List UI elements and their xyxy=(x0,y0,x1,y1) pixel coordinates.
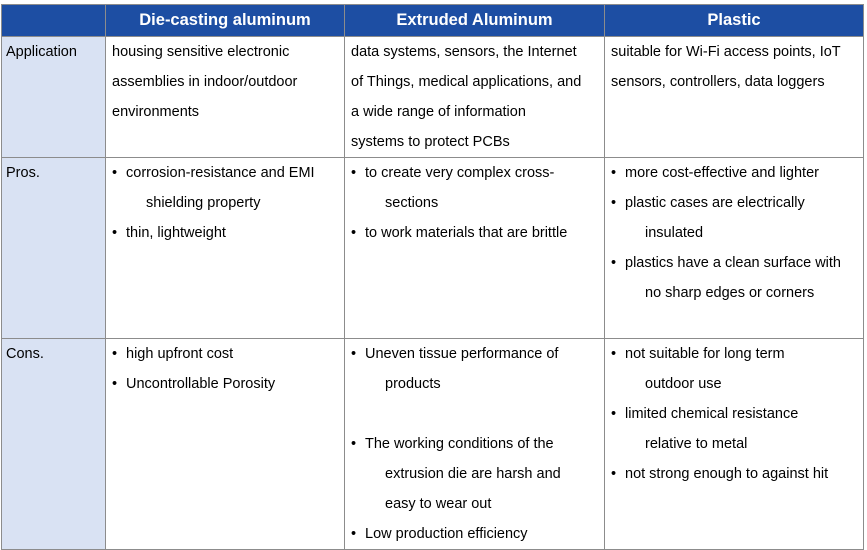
list-item xyxy=(351,429,598,519)
cell-text-line: assemblies in indoor/outdoor xyxy=(112,74,298,90)
list-item-continuation: relative to metal xyxy=(645,436,748,452)
cell-text-line: of Things, medical applications, and xyxy=(351,74,582,90)
list-item-text: plastic cases are electrically xyxy=(625,195,805,211)
comparison-table xyxy=(1,4,864,550)
bullet-list xyxy=(112,158,338,248)
table-cell xyxy=(106,158,345,339)
bullet-list xyxy=(351,339,598,549)
header-plastic: Plastic xyxy=(605,5,864,37)
cell-text-line: environments xyxy=(112,104,200,120)
row-label: Application xyxy=(2,37,106,158)
list-item xyxy=(611,188,857,248)
list-item-text: Low production efficiency xyxy=(365,526,528,542)
bullet-list xyxy=(112,339,338,399)
row-cons xyxy=(2,339,864,550)
table-cell xyxy=(605,158,864,339)
table-cell xyxy=(605,339,864,550)
list-item xyxy=(112,158,338,218)
list-item-continuation: outdoor use xyxy=(645,376,722,392)
bullet-icon: • xyxy=(611,466,617,482)
bullet-icon: • xyxy=(112,225,118,241)
row-label: Pros. xyxy=(2,158,106,339)
list-item-continuation: shielding property xyxy=(146,195,261,211)
bullet-icon: • xyxy=(351,225,357,241)
bullet-icon: • xyxy=(611,255,617,271)
cell-text-line: a wide range of information xyxy=(351,104,526,120)
bullet-icon: • xyxy=(112,346,118,362)
list-item-text: limited chemical resistance xyxy=(625,406,799,422)
list-item-continuation: insulated xyxy=(645,225,704,241)
bullet-icon: • xyxy=(351,436,357,452)
list-item xyxy=(611,248,857,308)
list-item-text: Uncontrollable Porosity xyxy=(126,376,276,392)
list-item-text: thin, lightweight xyxy=(126,225,226,241)
list-item xyxy=(611,459,857,489)
list-item-text: Uneven tissue performance of xyxy=(365,346,559,362)
cell-text-line: suitable for Wi-Fi access points, IoT xyxy=(611,44,841,60)
row-application xyxy=(2,37,864,158)
header-die-casting: Die-casting aluminum xyxy=(106,5,345,37)
list-item-text: more cost-effective and lighter xyxy=(625,165,819,181)
list-item-text: not suitable for long term xyxy=(625,346,785,362)
list-item-continuation: no sharp edges or corners xyxy=(645,285,815,301)
bullet-icon: • xyxy=(351,165,357,181)
list-item-continuation: sections xyxy=(385,195,439,211)
header-row xyxy=(2,5,864,37)
list-item xyxy=(351,158,598,218)
list-item-text: to create very complex cross- xyxy=(365,165,555,181)
bullet-icon: • xyxy=(611,406,617,422)
table-cell xyxy=(605,37,864,158)
list-item-text: plastics have a clean surface with xyxy=(625,255,841,271)
list-item-text: to work materials that are brittle xyxy=(365,225,568,241)
bullet-icon: • xyxy=(351,526,357,542)
bullet-list xyxy=(611,339,857,489)
row-pros xyxy=(2,158,864,339)
bullet-icon: • xyxy=(611,165,617,181)
table-cell xyxy=(106,37,345,158)
table-cell xyxy=(106,339,345,550)
list-item xyxy=(351,339,598,399)
list-spacer xyxy=(351,399,598,429)
list-item xyxy=(611,339,857,399)
list-item-text: high upfront cost xyxy=(126,346,234,362)
header-extruded: Extruded Aluminum xyxy=(345,5,605,37)
list-item-continuation: extrusion die are harsh and xyxy=(385,466,561,482)
cell-text-line: systems to protect PCBs xyxy=(351,134,510,150)
cell-text-line: sensors, controllers, data loggers xyxy=(611,74,825,90)
bullet-list xyxy=(611,158,857,308)
bullet-icon: • xyxy=(112,376,118,392)
list-item xyxy=(112,369,338,399)
bullet-icon: • xyxy=(112,165,118,181)
table-cell xyxy=(345,158,605,339)
list-item xyxy=(611,399,857,459)
list-item xyxy=(351,218,598,248)
list-item xyxy=(112,339,338,369)
list-item-text: The working conditions of the xyxy=(365,436,554,452)
bullet-list xyxy=(351,158,598,248)
list-item-continuation: easy to wear out xyxy=(385,496,492,512)
row-label: Cons. xyxy=(2,339,106,550)
list-item-continuation: products xyxy=(385,376,441,392)
bullet-icon: • xyxy=(351,346,357,362)
cell-text-line: data systems, sensors, the Internet xyxy=(351,44,577,60)
list-item xyxy=(611,158,857,188)
list-item-text: corrosion-resistance and EMI xyxy=(126,165,315,181)
list-item xyxy=(112,218,338,248)
table-cell xyxy=(345,339,605,550)
list-item xyxy=(351,519,598,549)
list-item-text: not strong enough to against hit xyxy=(625,466,829,482)
header-corner xyxy=(2,5,106,37)
table-cell xyxy=(345,37,605,158)
bullet-icon: • xyxy=(611,195,617,211)
bullet-icon: • xyxy=(611,346,617,362)
cell-text-line: housing sensitive electronic xyxy=(112,44,290,60)
